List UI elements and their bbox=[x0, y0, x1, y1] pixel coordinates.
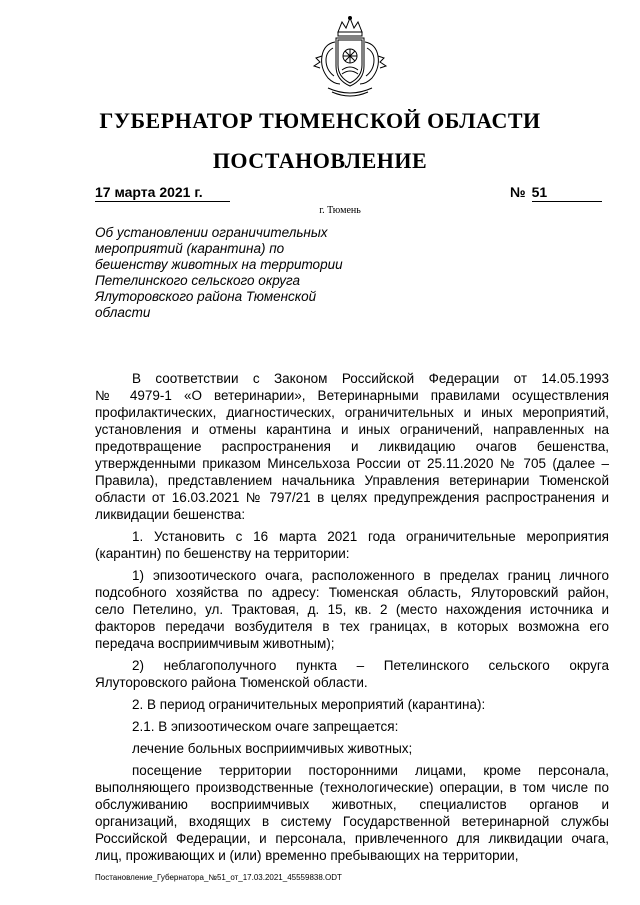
paragraph-line: № 4979-1 «О ветеринарии», Ветеринарными правилами осуществления bbox=[95, 388, 609, 403]
city-label: г. Тюмень bbox=[319, 205, 361, 216]
body-paragraph bbox=[95, 696, 609, 713]
subject-line: бешенству животных на территории bbox=[95, 257, 343, 272]
paragraph-line: посещение территории посторонними лицами, кроме персонала, bbox=[132, 763, 609, 778]
document-number bbox=[510, 184, 602, 202]
paragraph-line: 1) эпизоотического очага, расположенного в пределах границ личного bbox=[132, 568, 609, 583]
coat-of-arms-emblem bbox=[300, 14, 400, 100]
body-paragraph bbox=[95, 567, 609, 652]
paragraph-line: 2. В период ограничительных мероприятий (карантина): bbox=[132, 697, 486, 712]
paragraph-line: Ялуторовского района Тюменской области. bbox=[95, 675, 368, 690]
paragraph-line: Правила), представлением начальника Управления ветеринарии Тюменской bbox=[95, 473, 609, 488]
subject-line: области bbox=[95, 305, 151, 320]
paragraph-line: 2) неблагополучного пункта – Петелинского сельского округа bbox=[132, 658, 609, 673]
issuing-authority: ГУБЕРНАТОР ТЮМЕНСКОЙ ОБЛАСТИ bbox=[99, 108, 541, 133]
paragraph-line: профилактических, диагностических, ограничительных и иных мероприятий, bbox=[95, 405, 609, 420]
paragraph-line: 1. Установить с 16 марта 2021 года ограничительные мероприятия bbox=[132, 529, 609, 544]
paragraph-line: лиц, проживающих и (или) временно пребывающих на территории, bbox=[95, 848, 519, 863]
body-paragraph bbox=[95, 740, 609, 757]
paragraph-line: (карантин) по бешенству на территории: bbox=[95, 546, 350, 561]
subject-line: Об установлении ограничительных bbox=[95, 225, 328, 240]
paragraph-line: установления и отмены карантина и иных ограничений, направленных на bbox=[95, 422, 609, 437]
paragraph-line: подсобного хозяйства по адресу: Тюменская область, Ялуторовский район, bbox=[95, 585, 609, 600]
document-body bbox=[95, 370, 609, 864]
document-subject bbox=[95, 225, 375, 321]
paragraph-line: Российской Федерации, и персонала, привлеченного для ликвидации очага, bbox=[95, 831, 609, 846]
body-paragraph bbox=[95, 657, 609, 691]
number-sign: № bbox=[510, 184, 526, 200]
file-name-footer: Постановление_Губернатора_№51_от_17.03.2021_45559838.ODT bbox=[95, 873, 342, 882]
body-paragraph bbox=[95, 528, 609, 562]
subject-line: мероприятий (карантина) по bbox=[95, 241, 285, 256]
paragraph-line: факторов передачи возбудителя в тех границах, в которых возможна его bbox=[95, 619, 609, 634]
document-type-title: ПОСТАНОВЛЕНИЕ bbox=[212, 148, 428, 173]
paragraph-line: передача восприимчивым животным); bbox=[95, 636, 335, 651]
paragraph-line: 2.1. В эпизоотическом очаге запрещается: bbox=[132, 719, 399, 734]
subject-line: Петелинского сельского округа bbox=[95, 273, 301, 288]
subject-line: Ялуторовского района Тюменской bbox=[95, 289, 317, 304]
paragraph-line: предотвращение распространения и ликвидацию очагов бешенства, bbox=[95, 439, 609, 454]
paragraph-line: обслуживанию восприимчивых животных, специалистов органов и bbox=[95, 797, 609, 812]
number-value: 51 bbox=[532, 184, 602, 202]
body-paragraph bbox=[95, 762, 609, 864]
paragraph-line: организаций, входящих в систему Государственной ветеринарной службы bbox=[95, 814, 609, 829]
body-paragraph bbox=[95, 370, 609, 523]
body-paragraph bbox=[95, 718, 609, 735]
document-date: 17 марта 2021 г. bbox=[95, 184, 230, 202]
paragraph-line: ликвидации бешенства: bbox=[95, 507, 246, 522]
paragraph-line: выполняющего производственные (технологические) операции, в том числе по bbox=[95, 780, 609, 795]
paragraph-line: утвержденными приказом Минсельхоза России от 25.11.2020 № 705 (далее – bbox=[95, 456, 609, 471]
paragraph-line: село Петелино, ул. Трактовая, д. 15, кв. 2 (место нахождения источника и bbox=[95, 602, 609, 617]
paragraph-line: В соответствии с Законом Российской Федерации от 14.05.1993 bbox=[132, 371, 609, 386]
paragraph-line: лечение больных восприимчивых животных; bbox=[132, 741, 413, 756]
paragraph-line: области от 16.03.2021 № 797/21 в целях предупреждения распространения и bbox=[95, 490, 609, 505]
